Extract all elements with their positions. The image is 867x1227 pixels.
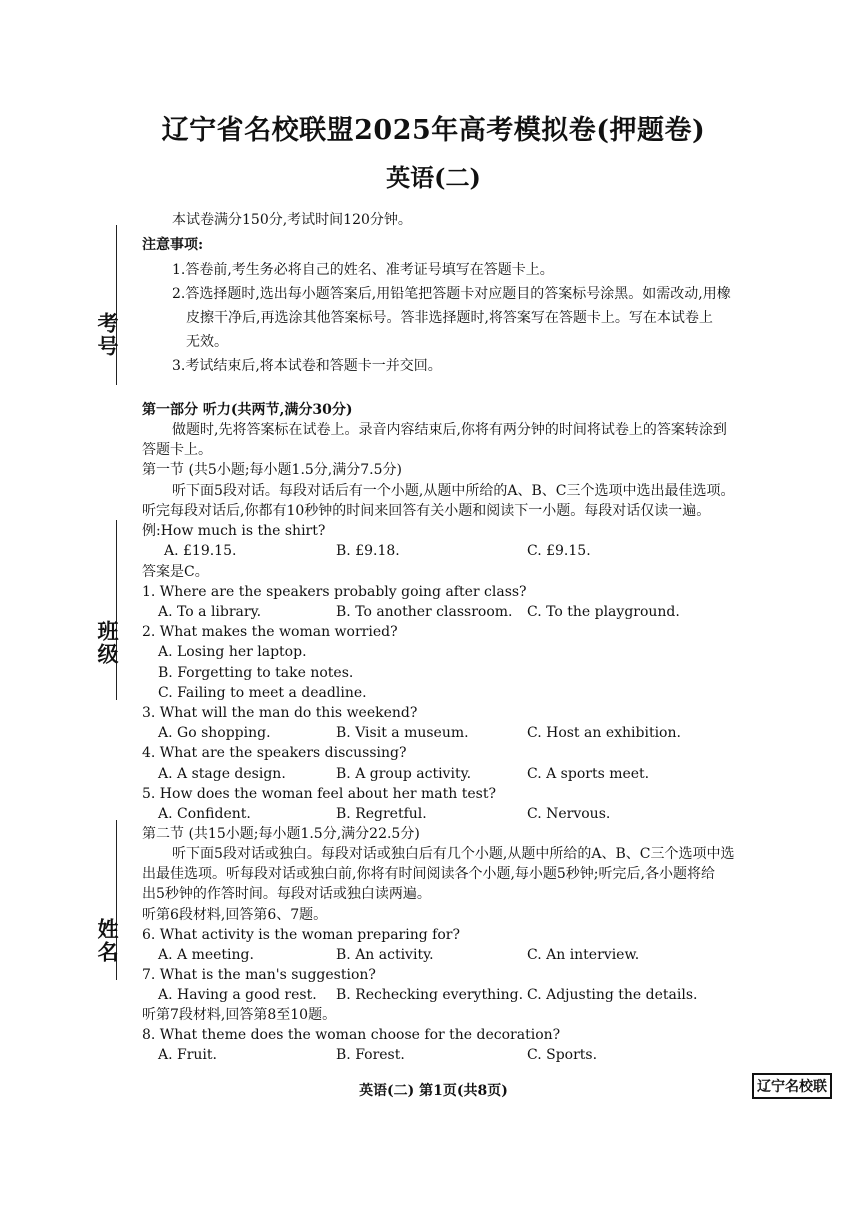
question-6-option-c: C. An interview. — [527, 947, 640, 963]
example-answer: 答案是C。 — [142, 564, 209, 580]
side-line-middle — [116, 520, 117, 700]
material-7-heading: 听第7段材料,回答第8至10题。 — [142, 1007, 337, 1023]
question-8-option-b: B. Forest. — [336, 1047, 405, 1063]
score-info: 本试卷满分150分,考试时间120分钟。 — [172, 212, 412, 228]
question-6-option-b: B. An activity. — [336, 947, 434, 963]
question-5: 5. How does the woman feel about her math test? — [142, 786, 496, 802]
question-1: 1. Where are the speakers probably going after class? — [142, 584, 527, 600]
note-1: 1.答卷前,考生务必将自己的姓名、准考证号填写在答题卡上。 — [172, 262, 554, 278]
part1-instruction-2: 答题卡上。 — [142, 442, 212, 458]
question-7-option-b: B. Rechecking everything. — [336, 987, 524, 1003]
section2-instruction-3: 出5秒钟的作答时间。每段对话或独白读两遍。 — [142, 886, 431, 902]
side-line-top — [116, 225, 117, 385]
question-3: 3. What will the man do this weekend? — [142, 705, 418, 721]
page-title: 辽宁省名校联盟2025年高考模拟卷(押题卷) — [161, 115, 706, 146]
section1-heading: 第一节 (共5小题;每小题1.5分,满分7.5分) — [142, 462, 402, 478]
question-6: 6. What activity is the woman preparing for? — [142, 927, 460, 943]
note-3: 3.考试结束后,将本试卷和答题卡一并交回。 — [172, 358, 442, 374]
question-4-option-b: B. A group activity. — [336, 766, 472, 782]
exam-number-label: 考号 — [95, 312, 120, 358]
section2-instruction-1: 听下面5段对话或独白。每段对话或独白后有几个小题,从题中所给的A、B、C三个选项中选 — [172, 846, 735, 862]
question-1-option-c: C. To the playground. — [527, 604, 680, 620]
notes-heading: 注意事项: — [142, 237, 204, 253]
question-5-option-b: B. Regretful. — [336, 806, 427, 822]
page-subtitle: 英语(二) — [386, 163, 481, 192]
page-footer: 英语(二) 第1页(共8页) — [359, 1083, 508, 1099]
part1-heading: 第一部分 听力(共两节,满分30分) — [142, 402, 353, 418]
question-6-option-a: A. A meeting. — [158, 947, 254, 963]
section2-heading: 第二节 (共15小题;每小题1.5分,满分22.5分) — [142, 826, 420, 842]
question-5-option-a: A. Confident. — [158, 806, 251, 822]
question-7: 7. What is the man's suggestion? — [142, 967, 376, 983]
question-7-option-c: C. Adjusting the details. — [527, 987, 698, 1003]
question-1-option-b: B. To another classroom. — [336, 604, 513, 620]
school-stamp: 辽宁名校联 — [752, 1073, 832, 1099]
question-1-option-a: A. To a library. — [158, 604, 262, 620]
question-2-option-c: C. Failing to meet a deadline. — [158, 685, 367, 701]
note-2-line-3: 无效。 — [186, 334, 228, 350]
question-8: 8. What theme does the woman choose for the decoration? — [142, 1027, 561, 1043]
question-4-option-a: A. A stage design. — [158, 766, 286, 782]
example-option-b: B. £9.18. — [336, 543, 400, 559]
material-6-heading: 听第6段材料,回答第6、7题。 — [142, 907, 328, 923]
section1-instruction-1: 听下面5段对话。每段对话后有一个小题,从题中所给的A、B、C三个选项中选出最佳选项。 — [172, 483, 735, 499]
question-7-option-a: A. Having a good rest. — [158, 987, 317, 1003]
part1-instruction-1: 做题时,先将答案标在试卷上。录音内容结束后,你将有两分钟的时间将试卷上的答案转涂到 — [172, 422, 727, 438]
question-2-option-a: A. Losing her laptop. — [158, 644, 307, 660]
question-8-option-a: A. Fruit. — [158, 1047, 217, 1063]
section2-instruction-2: 出最佳选项。听每段对话或独白前,你将有时间阅读各个小题,每小题5秒钟;听完后,各小题将给 — [142, 866, 715, 882]
example-question: 例:How much is the shirt? — [142, 523, 326, 539]
question-4-option-c: C. A sports meet. — [527, 766, 650, 782]
example-option-a: A. £19.15. — [164, 543, 237, 559]
question-4: 4. What are the speakers discussing? — [142, 745, 407, 761]
question-2: 2. What makes the woman worried? — [142, 624, 398, 640]
note-2-line-1: 2.答选择题时,选出每小题答案后,用铅笔把答题卡对应题目的答案标号涂黑。如需改动,用橡 — [172, 286, 731, 302]
section1-instruction-2: 听完每段对话后,你都有10秒钟的时间来回答有关小题和阅读下一小题。每段对话仅读一遍。 — [142, 503, 711, 519]
question-8-option-c: C. Sports. — [527, 1047, 598, 1063]
question-3-option-c: C. Host an exhibition. — [527, 725, 681, 741]
class-label: 班级 — [95, 620, 120, 666]
example-option-c: C. £9.15. — [527, 543, 591, 559]
question-5-option-c: C. Nervous. — [527, 806, 611, 822]
question-2-option-b: B. Forgetting to take notes. — [158, 665, 354, 681]
question-3-option-b: B. Visit a museum. — [336, 725, 469, 741]
question-3-option-a: A. Go shopping. — [158, 725, 271, 741]
name-label: 姓名 — [95, 918, 120, 964]
note-2-line-2: 皮擦干净后,再选涂其他答案标号。答非选择题时,将答案写在答题卡上。写在本试卷上 — [186, 310, 713, 326]
